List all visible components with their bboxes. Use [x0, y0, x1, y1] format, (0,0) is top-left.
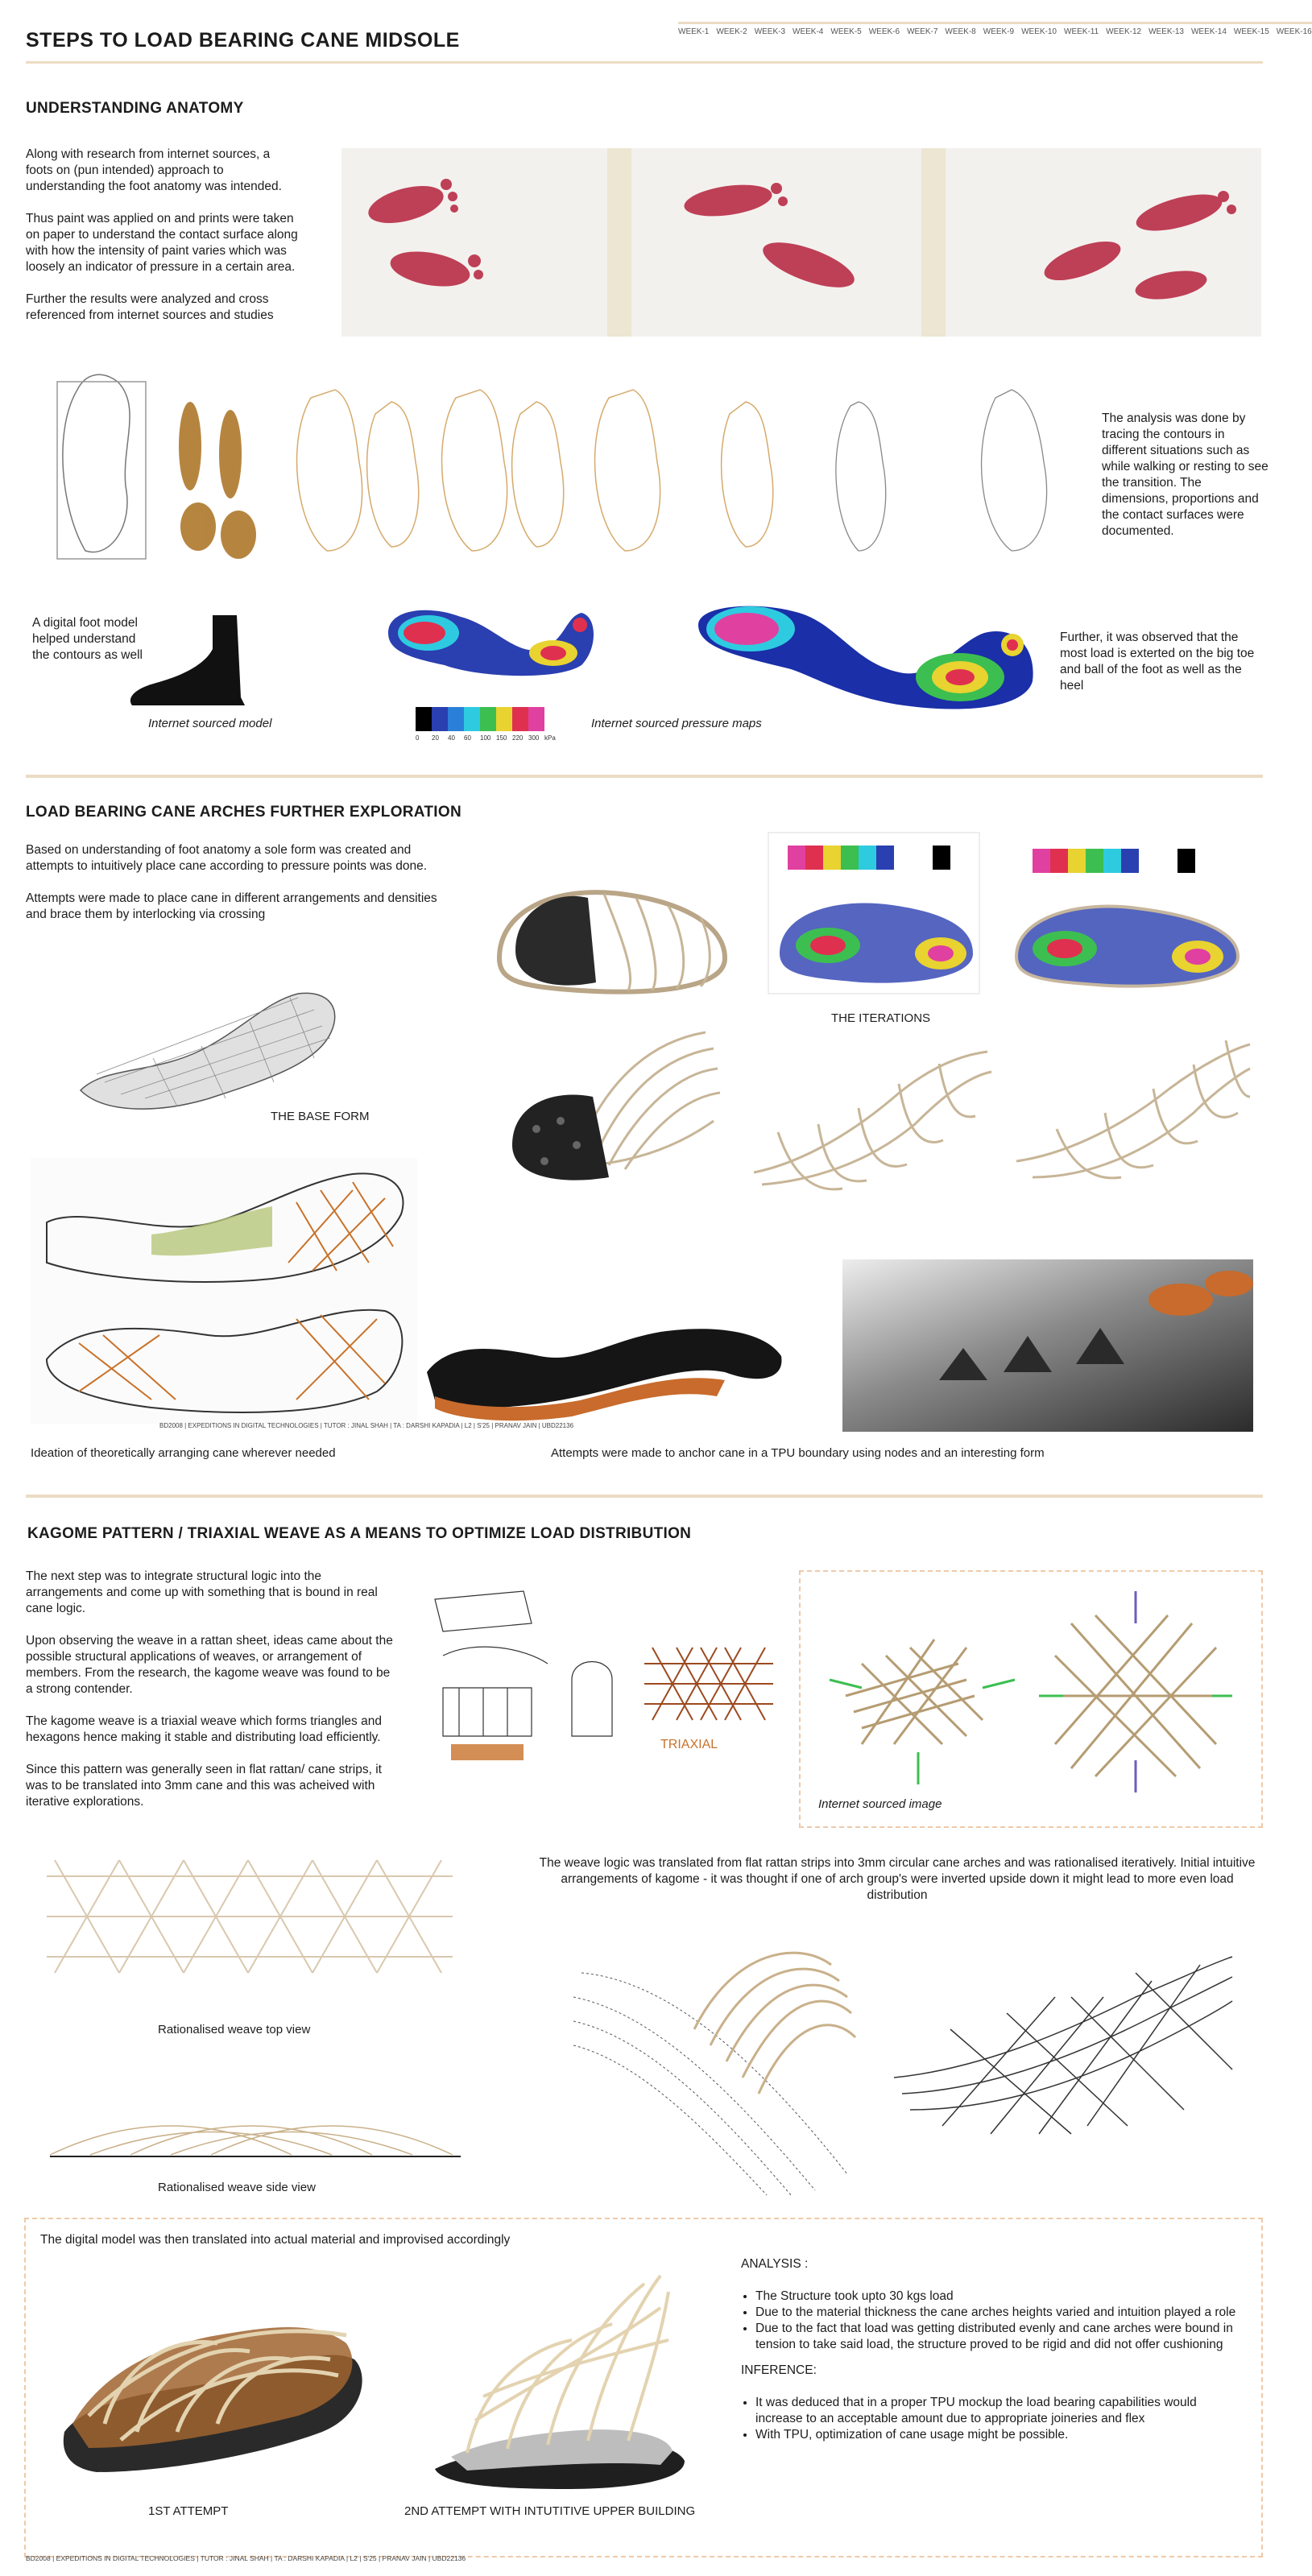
pressure-map-large	[694, 601, 1041, 717]
tracing-note: The analysis was done by tracing the contours in different situations such as while walking or resting to see the transition. The dimensions, proportions and the contact surfaces were documented.	[1102, 411, 1269, 538]
iteration-render-1	[483, 862, 741, 999]
week-label: WEEK-1	[678, 27, 710, 36]
week-label: WEEK-8	[945, 27, 976, 36]
section-divider	[26, 1495, 1263, 1498]
week-label: WEEK-11	[1064, 27, 1099, 36]
base-form-render	[72, 978, 346, 1114]
iteration-render-3	[1008, 836, 1247, 994]
pressure-legend	[416, 707, 544, 731]
arches-footer: BD2008 | EXPEDITIONS IN DIGITAL TECHNOLOGIES | TUTOR : JINAL SHAH | TA : DARSHI KAPADIA | L2 | S'25 | PRANAV JAIN | UBD22136	[159, 1422, 574, 1429]
internet-image-caption: Internet sourced image	[818, 1797, 942, 1811]
tpu-caption: Attempts were made to anchor cane in a TPU boundary using nodes and an interesting form	[551, 1446, 1045, 1460]
top-view-caption: Rationalised weave top view	[158, 2023, 311, 2036]
week-timeline	[678, 22, 1312, 36]
legend-value: 150	[496, 734, 507, 742]
anatomy-intro-p2: Thus paint was applied on and prints were taken on paper to understand the contact surface along with how the intensity of paint varies which was loosely an indicator of pressure in a certain area.	[26, 212, 298, 274]
inference-title: INFERENCE:	[741, 2363, 817, 2377]
kagome-intro-p1: The next step was to integrate structural logic into the arrangements and come up with something that is bound in real cane logic.	[26, 1569, 378, 1615]
legend-swatch	[512, 707, 528, 731]
digital-model-note: A digital foot model helped understand the contours as well	[32, 616, 143, 662]
second-attempt-caption: 2ND ATTEMPT WITH INTUTITIVE UPPER BUILDING	[404, 2504, 696, 2518]
anatomy-intro-p1: Along with research from internet sources, a foots on (pun intended) approach to understanding the foot anatomy was intended.	[26, 147, 282, 193]
week-label: WEEK-7	[907, 27, 938, 36]
pressure-note: Further, it was observed that the most load is exterted on the big toe and ball of the foot as well as the heel	[1060, 631, 1255, 693]
analysis-item: • Due to the fact that load was getting distributed evenly and cane arches were bound in tension to take said load, the structure proved to be rigid and did not offer cushioning	[755, 2321, 1240, 2353]
kagome-intro	[26, 1569, 396, 1826]
arch-render-perspective	[573, 1933, 860, 2195]
arches-intro	[26, 842, 453, 939]
iterations-caption: THE ITERATIONS	[831, 1011, 931, 1025]
kagome-intro-p4: Since this pattern was generally seen in flat rattan/ cane strips, it was to be translated into 3mm cane and this was acheived with iterative explorations.	[26, 1763, 382, 1809]
legend-value: 300	[528, 734, 540, 742]
analysis-item: • The Structure took upto 30 kgs load	[755, 2289, 1240, 2305]
kagome-intro-p3: The kagome weave is a triaxial weave which forms triangles and hexagons hence making it stable and distributing load efficiently.	[26, 1714, 382, 1744]
week-label: WEEK-3	[754, 27, 786, 36]
kagome-intro-p2: Upon observing the weave in a rattan sheet, ideas came about the possible structural applications of weaves, or arrangement of members. From the research, the kagome weave was found to be a strong contender.	[26, 1634, 393, 1696]
pressure-caption: Internet sourced pressure maps	[591, 717, 762, 730]
sketch-label-triaxial: TRIAXIAL	[660, 1738, 718, 1751]
legend-value: 20	[432, 734, 439, 742]
arches-intro-p2: Attempts were made to place cane in different arrangements and densities and brace them by interlocking via crossing	[26, 891, 437, 921]
first-attempt-caption: 1ST ATTEMPT	[148, 2504, 229, 2518]
side-view-caption: Rationalised weave side view	[158, 2181, 316, 2194]
kagome-reference-models	[830, 1591, 1232, 1792]
arches-intro-p1: Based on understanding of foot anatomy a sole form was created and attempts to intuitively place cane according to pressure points was done.	[26, 843, 427, 873]
week-label: WEEK-10	[1021, 27, 1057, 36]
week-label: WEEK-5	[830, 27, 862, 36]
analysis-list	[741, 2289, 1240, 2353]
ideation-sketch	[31, 1158, 417, 1424]
weave-side-view	[50, 2108, 461, 2158]
analysis-block	[741, 2256, 1240, 2443]
week-label: WEEK-4	[793, 27, 824, 36]
arches-heading: LOAD BEARING CANE ARCHES FURTHER EXPLORATION	[26, 804, 461, 821]
tpu-render-detail	[842, 1259, 1253, 1432]
legend-swatch	[448, 707, 464, 731]
legend-swatch	[496, 707, 512, 731]
inference-item: • It was deduced that in a proper TPU mockup the load bearing capabilities would increase to an acceptable amount due to appropriate joineries and flex	[755, 2395, 1240, 2427]
legend-unit: kPa	[544, 734, 556, 742]
anatomy-intro-p3: Further the results were analyzed and cross referenced from internet sources and studies	[26, 292, 274, 322]
digital-foot-model	[124, 609, 253, 709]
legend-value: 100	[480, 734, 491, 742]
ideation-caption: Ideation of theoretically arranging cane wherever needed	[31, 1446, 336, 1460]
week-label: WEEK-13	[1149, 27, 1184, 36]
foot-tracings	[45, 366, 1092, 567]
legend-swatch	[480, 707, 496, 731]
iteration-pressure-overlay	[764, 833, 984, 994]
section-divider	[26, 775, 1263, 778]
second-attempt-photo	[419, 2260, 701, 2498]
legend-values	[416, 734, 564, 742]
week-label: WEEK-16	[1276, 27, 1312, 36]
model-caption: Internet sourced model	[148, 717, 272, 730]
prototype-intro: The digital model was then translated into actual material and improvised accordingly	[40, 2233, 511, 2247]
iteration-render-5	[746, 1044, 1000, 1197]
week-label: WEEK-15	[1233, 27, 1269, 36]
iteration-render-6	[1008, 1024, 1256, 1198]
week-label: WEEK-14	[1190, 27, 1227, 36]
legend-value: 40	[448, 734, 455, 742]
anatomy-heading: UNDERSTANDING ANATOMY	[26, 100, 244, 117]
legend-value: 220	[512, 734, 524, 742]
first-attempt-photo	[56, 2271, 370, 2496]
iteration-render-4	[496, 1024, 726, 1192]
week-label: WEEK-2	[716, 27, 747, 36]
kagome-heading: KAGOME PATTERN / TRIAXIAL WEAVE AS A MEANS TO OPTIMIZE LOAD DISTRIBUTION	[27, 1525, 692, 1542]
weave-top-view	[47, 1860, 453, 1973]
page-footer: BD2008 | EXPEDITIONS IN DIGITAL TECHNOLOGIES | TUTOR : JINAL SHAH | TA : DARSHI KAPADIA | L2 | S'25 | PRANAV JAIN | UBD22136	[26, 2554, 466, 2562]
inference-item: • With TPU, optimization of cane usage might be possible.	[755, 2427, 1240, 2443]
base-form-caption: THE BASE FORM	[271, 1110, 370, 1123]
inference-list	[741, 2395, 1240, 2443]
anatomy-intro	[26, 147, 300, 340]
legend-swatch	[464, 707, 480, 731]
week-label: WEEK-9	[983, 27, 1015, 36]
pressure-map-small	[380, 601, 598, 684]
paint-footprint-photo	[341, 148, 1261, 337]
legend-swatch	[528, 707, 544, 731]
tpu-render-1	[419, 1308, 793, 1422]
legend-value: 60	[464, 734, 471, 742]
legend-swatch	[416, 707, 432, 731]
header-divider	[26, 61, 1263, 64]
week-label: WEEK-12	[1106, 27, 1142, 36]
analysis-item: • Due to the material thickness the cane arches heights varied and intuition played a role	[755, 2305, 1240, 2321]
week-label: WEEK-6	[868, 27, 900, 36]
legend-value: 0	[416, 734, 420, 742]
arch-render-wireframe	[894, 1949, 1234, 2139]
analysis-title: ANALYSIS :	[741, 2257, 809, 2271]
page-title: STEPS TO LOAD BEARING CANE MIDSOLE	[26, 29, 460, 52]
weave-sketches	[427, 1575, 775, 1775]
legend-swatch	[432, 707, 448, 731]
translation-note: The weave logic was translated from flat rattan strips into 3mm circular cane arches and was rationalised iteratively. Initial intuitive arrangements of kagome - it was thought if one of arch group's were inverted upside down it might lead to more even load distribution	[539, 1856, 1256, 1902]
